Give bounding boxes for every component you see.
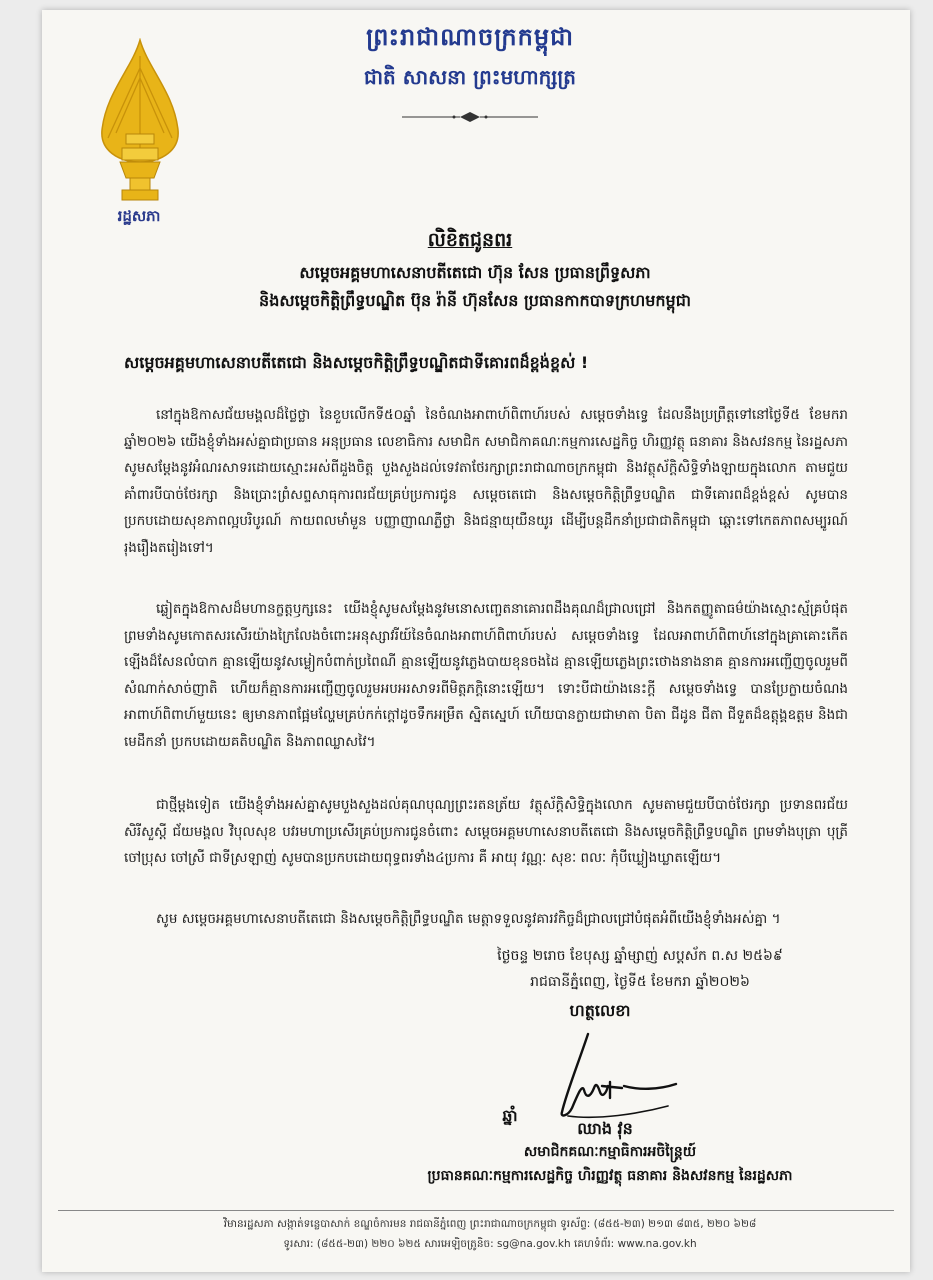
paragraph-2: ឆ្លៀតក្នុងឱកាសដ៏មហានក្ខត្តឫក្សនេះ យើងខ្ញុំសូមសម្តែងនូវមនោសញ្ចេតនាគោរពដឹងគុណដ៏ជ្រាលជ្រៅ និងកតញ្ញូតាធម៌យ៉ាងស្មោះស្ម័គ្របំផុត ព្រមទាំងសូមកោតសរសើរយ៉ាងក្រៃលែងចំពោះអនុស្សាវរីយ៍នៃចំណងអាពាហ៍ពិពាហ៍របស់ សម្តេចទាំងទ្វេ ដែលអាពាហ៍ពិពាហ៍នៅក្នុងគ្រាគោះកើតឡើងដ៏សែនលំបាក គ្មានឡើយនូវសម្លៀកបំពាក់ប្រពៃណី គ្មានឡើយនូវភ្លេងបាយខុនចងដៃ គ្មានឡើយភ្លេងព្រះថោងនាងនាគ គ្មានការអញ្ជើញចូលរួមពីសំណាក់សាច់ញាតិ ហើយក៏គ្មានការអញ្ជើញចូលរួមអបអរសាទរពីមិត្តភក្តិនោះឡើយ។ ទោះបីជាយ៉ាងនេះក្តី សម្តេចទាំងទ្វេ បានប្រែក្លាយចំណងអាពាហ៍ពិពាហ៍មួយនេះ ឲ្យមានភាពផ្អែមល្ហែមគ្រប់កក់ក្តៅដូចទឹកអម្រឹត ស្និតស្នេហ៍ ហើយបានក្លាយជាមាតា បិតា ជីដូន ជីតា ជីទួតដ៏ឧត្តុង្គឧត្តម និងជាមេដឹកនាំ ប្រកបដោយគតិបណ្ឌិត និងភាពឈ្លាសវៃ។ (124, 601, 848, 750)
institution-caption: រដ្ឋសភា (117, 207, 161, 225)
footer-contact: ទូរសារ: (៨៥៥-២៣) ២២០ ៦២៥ សារអេឡិចត្រូនិច: sg@na.gov.kh គេហទំព័រ: www.na.gov.kh (283, 1238, 697, 1250)
salutation: សម្តេចអគ្គមហាសេនាបតីតេជោ និងសម្តេចកិត្តិព្រឹទ្ធបណ្ឌិតជាទីគោរពដ៏ខ្ពង់ខ្ពស់ ! (124, 353, 589, 372)
national-motto: ជាតិ សាសនា ព្រះមហាក្សត្រ (364, 65, 576, 89)
paragraph-4: សូម សម្តេចអគ្គមហាសេនាបតីតេជោ និងសម្តេចកិត្តិព្រឹទ្ធបណ្ឌិត មេត្តាទទួលនូវគារវកិច្ចដ៏ជ្រាលជ្រៅបំផុតអំពីយើងខ្ញុំទាំងអស់គ្នា ។ (156, 911, 781, 927)
name-seal-stamp: ឆ្នាំ (502, 1106, 518, 1125)
solar-date: រាជធានីភ្នំពេញ, ថ្ងៃទី៥ ខែមករា ឆ្នាំ២០២៦ (530, 974, 750, 990)
recipient-line-2: និងសម្តេចកិត្តិព្រឹទ្ធបណ្ឌិត ប៊ុន រ៉ានី ហ៊ុនសែន ប្រធានកាកបាទក្រហមកម្ពុជា (259, 291, 691, 310)
signature-label: ហត្ថលេខា (569, 1001, 631, 1020)
ornament-divider-icon (400, 110, 540, 124)
paragraph-1: នៅក្នុងឱកាសជ័យមង្គលដ៏ថ្លៃថ្លា នៃខួបលើកទី៥០ឆ្នាំ នៃចំណងអាពាហ៍ពិពាហ៍របស់ សម្តេចទាំងទ្វេ ដែលនឹងប្រព្រឹត្តទៅនៅថ្ងៃទី៥ ខែមករា ឆ្នាំ២០២៦ យើងខ្ញុំទាំងអស់គ្នាជាប្រធាន អនុប្រធាន លេខាធិការ សមាជិក សមាជិកាគណៈកម្មការសេដ្ឋកិច្ច ហិរញ្ញវត្ថុ ធនាគារ និងសវនកម្ម នៃរដ្ឋសភា សូមសម្តែងនូវអំណរសាទរដោយស្មោះអស់ពីដួងចិត្ត បួងសួងដល់ទេវតាថែរក្សាព្រះរាជាណាចក្រកម្ពុជា និងវត្ថុស័ក្តិសិទ្ធិទាំងឡាយក្នុងលោក តាមជួយគាំពារបីបាច់ថែរក្សា និងប្រោះព្រំសព្ទសាធុការពរជ័យគ្រប់ប្រការជូន សម្តេចតេជោ និងសម្តេចកិត្តិព្រឹទ្ធបណ្ឌិត ជាទីគោរពដ៏ខ្ពង់ខ្ពស់ សូមបានប្រកបដោយសុខភាពល្អបរិបូរណ៍ កាយពលមាំមួន បញ្ញាញាណភ្លឺថ្លា និងជន្មាយុយឺនយូរ ដើម្បីបន្តដឹកនាំប្រជាជាតិកម្ពុជា ឆ្ពោះទៅកេតភាពសម្បូរណ៍រុងរឿងតរៀងទៅ។ (124, 407, 848, 556)
signer-title: ប្រធានគណៈកម្មការសេដ្ឋកិច្ច ហិរញ្ញវត្ថុ ធនាគារ និងសវនកម្ម នៃរដ្ឋសភា (427, 1168, 793, 1184)
national-assembly-emblem-icon (96, 38, 184, 203)
document-title: លិខិតជូនពរ (427, 229, 513, 251)
paragraph-3: ជាថ្មីម្តងទៀត យើងខ្ញុំទាំងអស់គ្នាសូមបួងសួងដល់គុណបុណ្យព្រះរតនត្រ័យ វត្ថុស័ក្តិសិទ្ធិក្នុងលោក សូមតាមជួយបីបាច់ថែរក្សា ប្រទានពរជ័យ សិរីសួស្តី ជ័យមង្គល វិបុលសុខ បវរមហាប្រសើរគ្រប់ប្រការជូនចំពោះ សម្តេចអគ្គមហាសេនាបតីតេជោ និងសម្តេចកិត្តិព្រឹទ្ធបណ្ឌិត ព្រមទាំងបុត្រា បុត្រី ចៅប្រុស ចៅស្រី ជាទីស្រឡាញ់ សូមបានប្រកបដោយពុទ្ធពរទាំង៤ប្រការ គឺ អាយុ វណ្ណៈ សុខៈ ពលៈ កុំបីឃ្លៀងឃ្លាតឡើយ។ (124, 797, 848, 866)
footer-divider (58, 1210, 894, 1211)
lunar-date: ថ្ងៃចន្ទ ២រោច ខែបុស្ស ឆ្នាំម្សាញ់ សប្តស័ក ព.ស ២៥៦៩ (497, 948, 783, 964)
kingdom-heading: ព្រះរាជាណាចក្រកម្ពុជា (366, 23, 574, 51)
signer-name: ឈាង វុន (577, 1119, 633, 1138)
footer-address: វិមានរដ្ឋសភា សង្កាត់ទន្លេបាសាក់ ខណ្ឌចំការមន រាជធានីភ្នំពេញ ព្រះរាជាណាចក្រកម្ពុជា ទូរស័ព្ទ: (៨៥៥-២៣) ២១៣ ៨៣៥, ២២០ ៦២៨ (223, 1218, 757, 1230)
signer-role: សមាជិកគណៈកម្មាធិការអចិន្ត្រៃយ៍ (523, 1144, 697, 1160)
recipient-line-1: សម្តេចអគ្គមហាសេនាបតីតេជោ ហ៊ុន សែន ប្រធានព្រឹទ្ធសភា (299, 263, 651, 282)
handwritten-signature-icon (548, 1024, 698, 1119)
